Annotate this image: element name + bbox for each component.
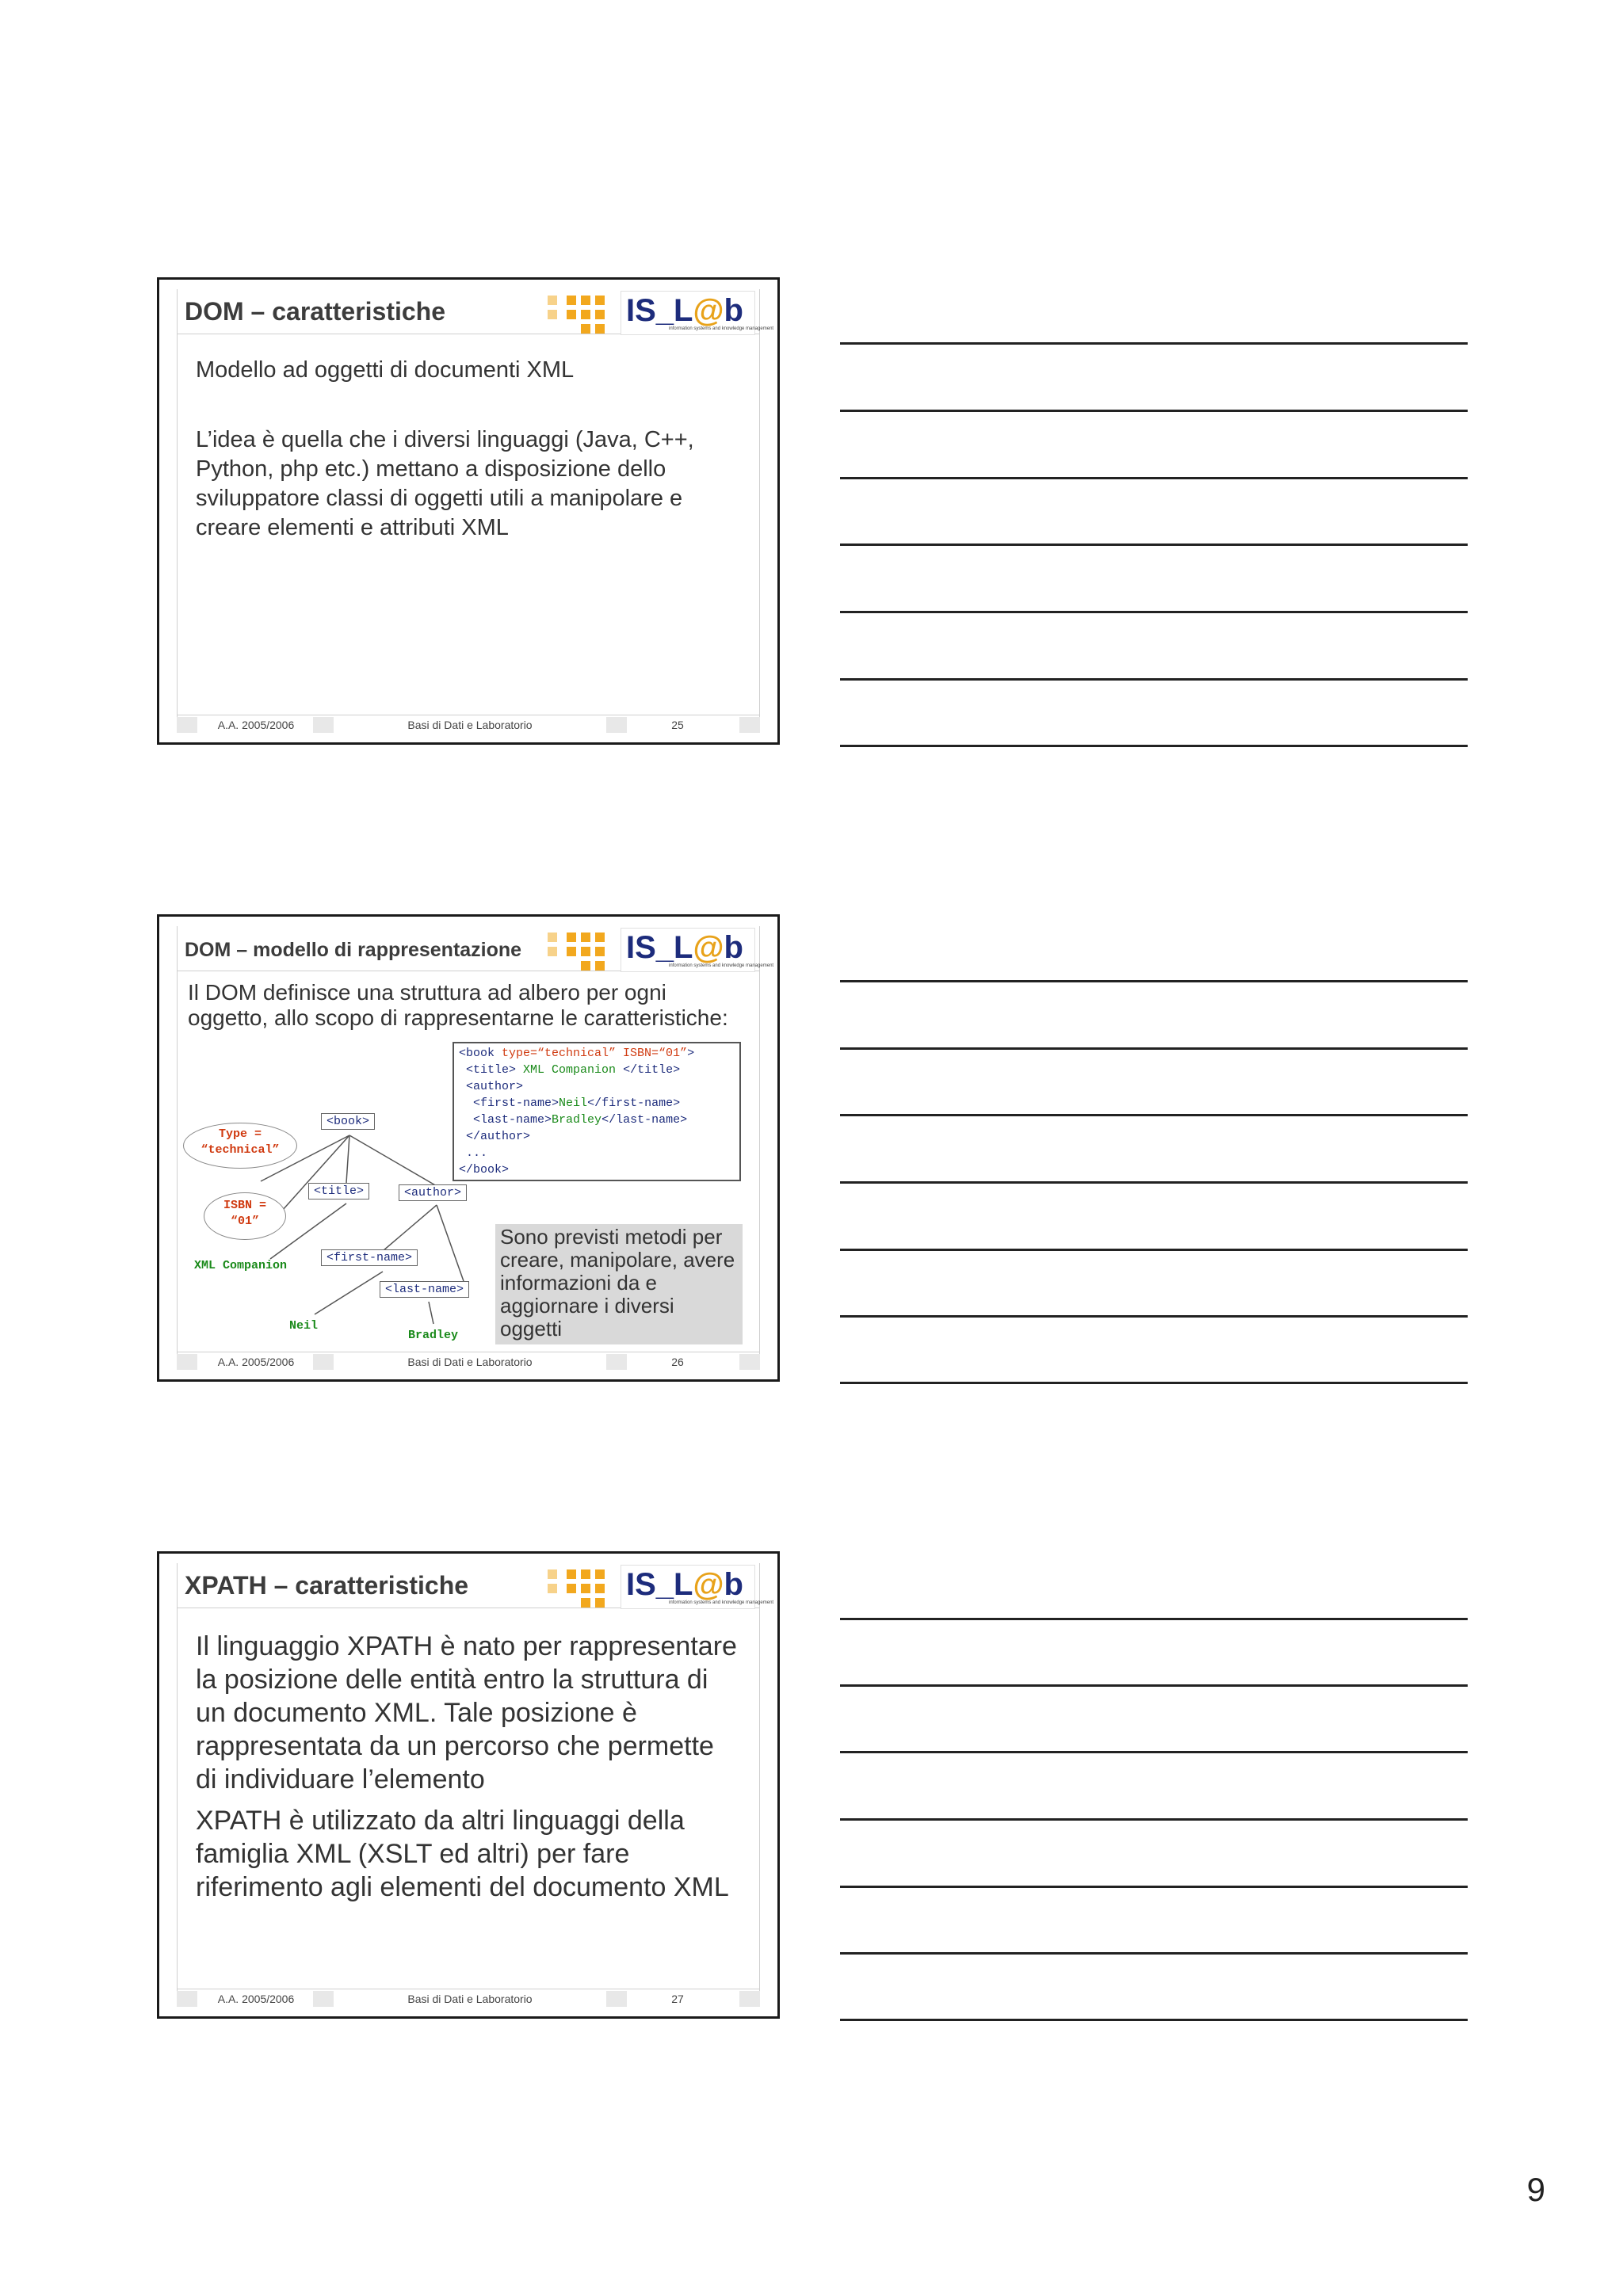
note-line <box>840 1047 1468 1050</box>
footer-year: A.A. 2005/2006 <box>217 719 295 731</box>
note-line <box>840 1751 1468 1753</box>
tree-node-author: <author> <box>399 1184 467 1201</box>
methods-note: Sono previsti metodi per creare, manipolare, avere informazioni da e aggiornare i diversi oggetti <box>495 1224 743 1344</box>
footer-course: Basi di Dati e Laboratorio <box>407 1993 533 2005</box>
note-line <box>840 1315 1468 1318</box>
note-line <box>840 980 1468 982</box>
logo-text: IS_L@b <box>626 293 743 328</box>
logo-text: IS_L@b <box>626 930 743 965</box>
footer-year: A.A. 2005/2006 <box>217 1993 295 2005</box>
slide-intro: Il DOM definisce una struttura ad albero per ogni oggetto, allo scopo di rappresentarne le caratteristiche: <box>188 980 728 1030</box>
slide-27 <box>157 1551 780 2019</box>
islab-wordmark <box>621 1565 774 1609</box>
footer-slide-number: 26 <box>671 1356 684 1368</box>
slide-paragraph: Il linguaggio XPATH è nato per rappresentare la posizione delle entità entro la struttura di un documento XML. Tale posizione è rappresentata da un percorso che permette di individuare l’elemento <box>196 1631 737 1794</box>
slide-26 <box>157 914 780 1382</box>
note-line <box>840 745 1468 747</box>
note-line <box>840 611 1468 613</box>
page-number: 9 <box>1526 2171 1545 2208</box>
footer-year: A.A. 2005/2006 <box>217 1356 295 1368</box>
slide-footer <box>177 715 760 736</box>
slide-header <box>177 288 774 334</box>
tree-node-last-name: <last-name> <box>380 1281 469 1298</box>
note-line <box>840 1952 1468 1955</box>
xml-code-box: <book type=“technical” ISBN=“01”> <title> XML Companion </title> <author> <first-name>Neil</first-name> <last-name>Bradley</last-name> </author> ... </book> <box>453 1042 741 1181</box>
note-line <box>840 1181 1468 1184</box>
note-line <box>840 410 1468 412</box>
tree-leaf-title-value: XML Companion <box>194 1259 288 1272</box>
tree-node-first-name: <first-name> <box>321 1249 418 1266</box>
note-line <box>840 342 1468 345</box>
slide-footer <box>177 1989 760 2010</box>
logo-subtitle: information systems and knowledge management <box>669 963 774 968</box>
slide-title: DOM – caratteristiche <box>185 297 446 326</box>
note-line <box>840 1618 1468 1620</box>
footer-slide-number: 27 <box>671 1993 684 2005</box>
slide-25 <box>157 277 780 745</box>
footer-slide-number: 25 <box>671 719 684 731</box>
logo-squares-icon <box>548 1566 614 1608</box>
note-line <box>840 678 1468 681</box>
note-line <box>840 1249 1468 1251</box>
islab-logo <box>548 1565 774 1609</box>
note-line <box>840 2019 1468 2021</box>
tree-attr-type: Type = “technical” <box>183 1123 297 1169</box>
logo-text: IS_L@b <box>626 1567 743 1602</box>
note-line <box>840 1684 1468 1687</box>
tree-leaf-last-value: Bradley <box>408 1329 459 1342</box>
tree-leaf-first-value: Neil <box>289 1319 319 1333</box>
note-line <box>840 543 1468 546</box>
islab-logo <box>548 291 774 335</box>
slide-title: DOM – modello di rappresentazione <box>185 939 522 961</box>
slide-paragraph: L’idea è quella che i diversi linguaggi (Java, C++, Python, php etc.) mettano a disposizione dello sviluppatore classi di oggetti utili a manipolare e creare elementi e attributi XML <box>196 427 694 540</box>
footer-course: Basi di Dati e Laboratorio <box>407 719 533 731</box>
slide-title: XPATH – caratteristiche <box>185 1571 469 1600</box>
slide-paragraph: XPATH è utilizzato da altri linguaggi della famiglia XML (XSLT ed altri) per fare riferimento agli elementi del documento XML <box>196 1806 729 1902</box>
logo-subtitle: information systems and knowledge management <box>669 1600 774 1605</box>
slide-header <box>177 1562 774 1608</box>
tree-attr-isbn: ISBN = “01” <box>204 1192 286 1240</box>
note-line <box>840 1382 1468 1384</box>
tree-node-title: <title> <box>308 1183 369 1199</box>
note-line <box>840 1886 1468 1888</box>
note-line <box>840 1818 1468 1821</box>
note-line <box>840 477 1468 479</box>
footer-course: Basi di Dati e Laboratorio <box>407 1356 533 1368</box>
slide-footer <box>177 1352 760 1373</box>
logo-squares-icon <box>548 292 614 334</box>
tree-node-book: <book> <box>321 1113 375 1130</box>
note-line <box>840 1114 1468 1116</box>
islab-wordmark <box>621 291 774 335</box>
slide-paragraph: Modello ad oggetti di documenti XML <box>196 357 575 383</box>
logo-subtitle: information systems and knowledge management <box>669 326 774 331</box>
